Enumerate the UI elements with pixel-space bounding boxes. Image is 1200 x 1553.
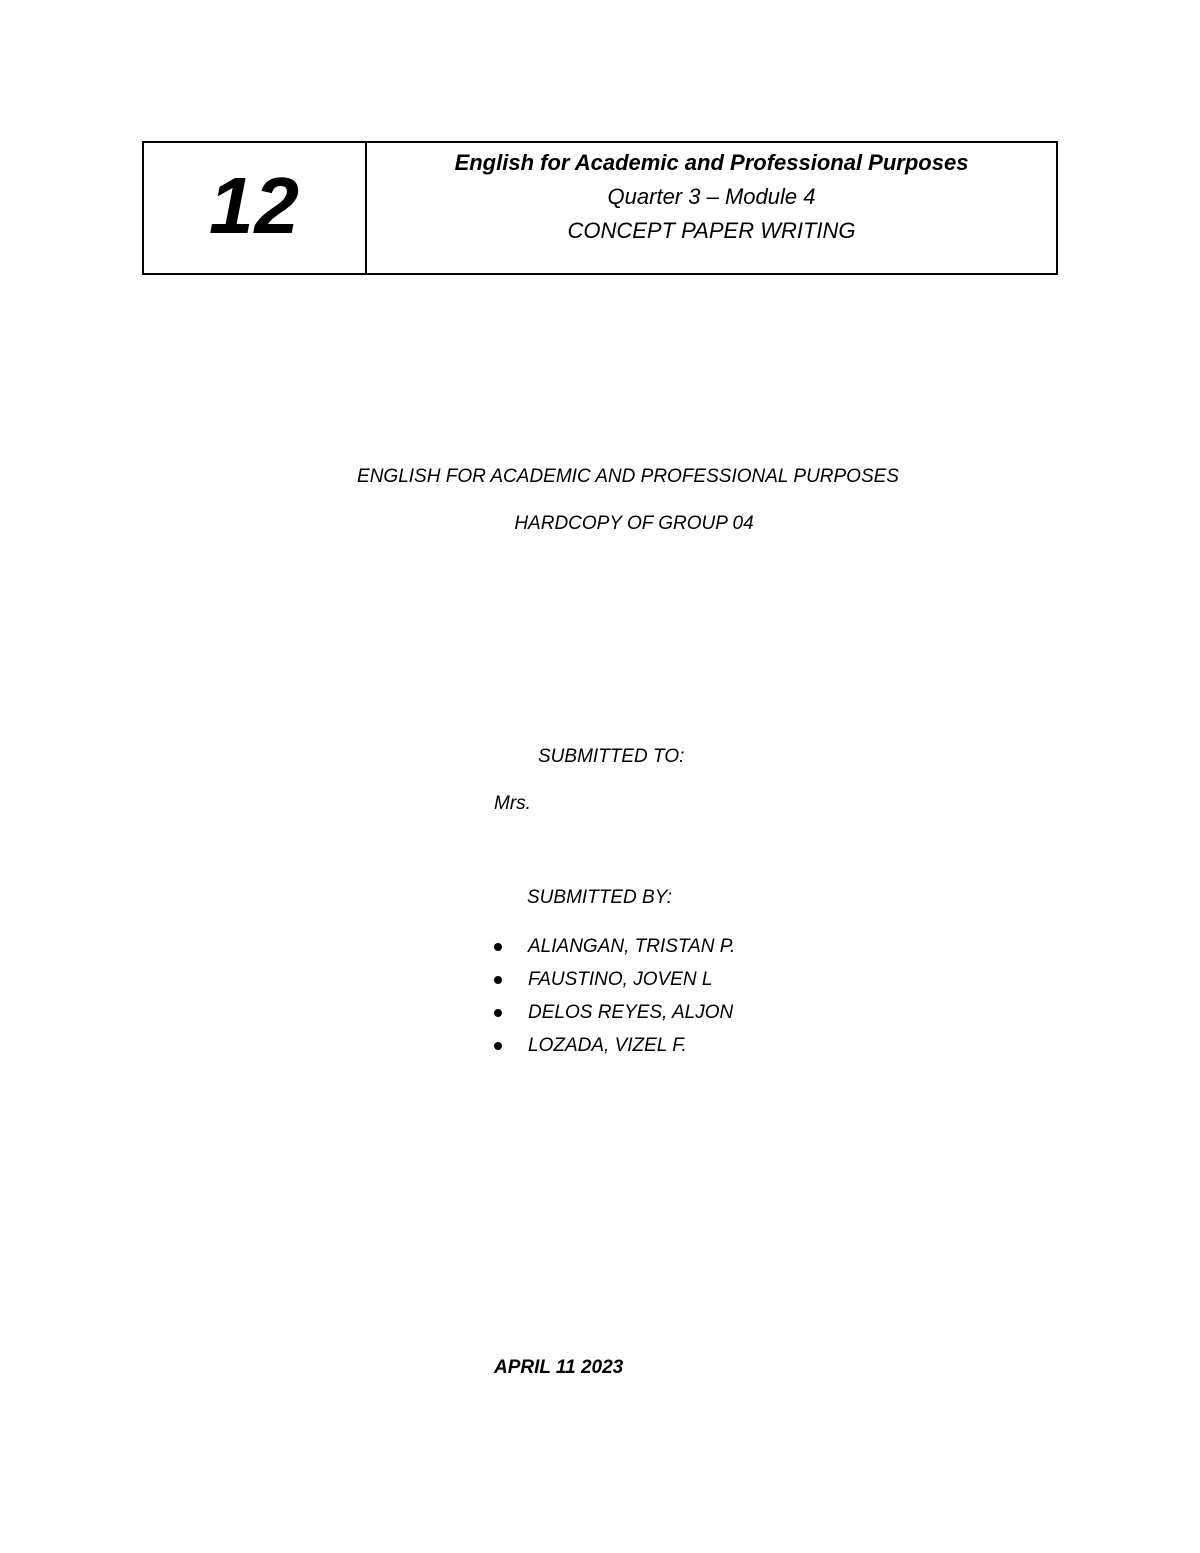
module-title-cell xyxy=(367,143,1056,273)
list-item xyxy=(494,1029,735,1062)
bullet-icon xyxy=(494,976,502,984)
member-name: ALIANGAN, TRISTAN P. xyxy=(528,935,736,957)
grade-number: 12 xyxy=(209,161,300,250)
member-name: DELOS REYES, ALJON xyxy=(528,1001,734,1023)
submitted-by-label: SUBMITTED BY: xyxy=(527,887,672,908)
group-title: HARDCOPY OF GROUP 04 xyxy=(514,513,754,534)
topic-title: CONCEPT PAPER WRITING xyxy=(567,218,856,243)
module-label: Quarter 3 – Module 4 xyxy=(607,184,816,209)
module-header-box xyxy=(142,141,1058,275)
bullet-icon xyxy=(494,943,502,951)
subject-title: English for Academic and Professional Purposes xyxy=(454,150,969,175)
bullet-icon xyxy=(494,1009,502,1017)
list-item xyxy=(494,963,735,996)
member-name: FAUSTINO, JOVEN L xyxy=(528,968,713,990)
submission-date: APRIL 11 2023 xyxy=(494,1357,624,1378)
member-list xyxy=(494,930,735,1062)
member-name: LOZADA, VIZEL F. xyxy=(528,1034,687,1056)
grade-cell xyxy=(144,143,367,273)
submitted-to-label: SUBMITTED TO: xyxy=(538,746,685,767)
bullet-icon xyxy=(494,1042,502,1050)
submitted-to-name: Mrs. xyxy=(494,793,531,814)
list-item xyxy=(494,930,735,963)
list-item xyxy=(494,996,735,1029)
course-title: ENGLISH FOR ACADEMIC AND PROFESSIONAL PURPOSES xyxy=(357,466,899,487)
